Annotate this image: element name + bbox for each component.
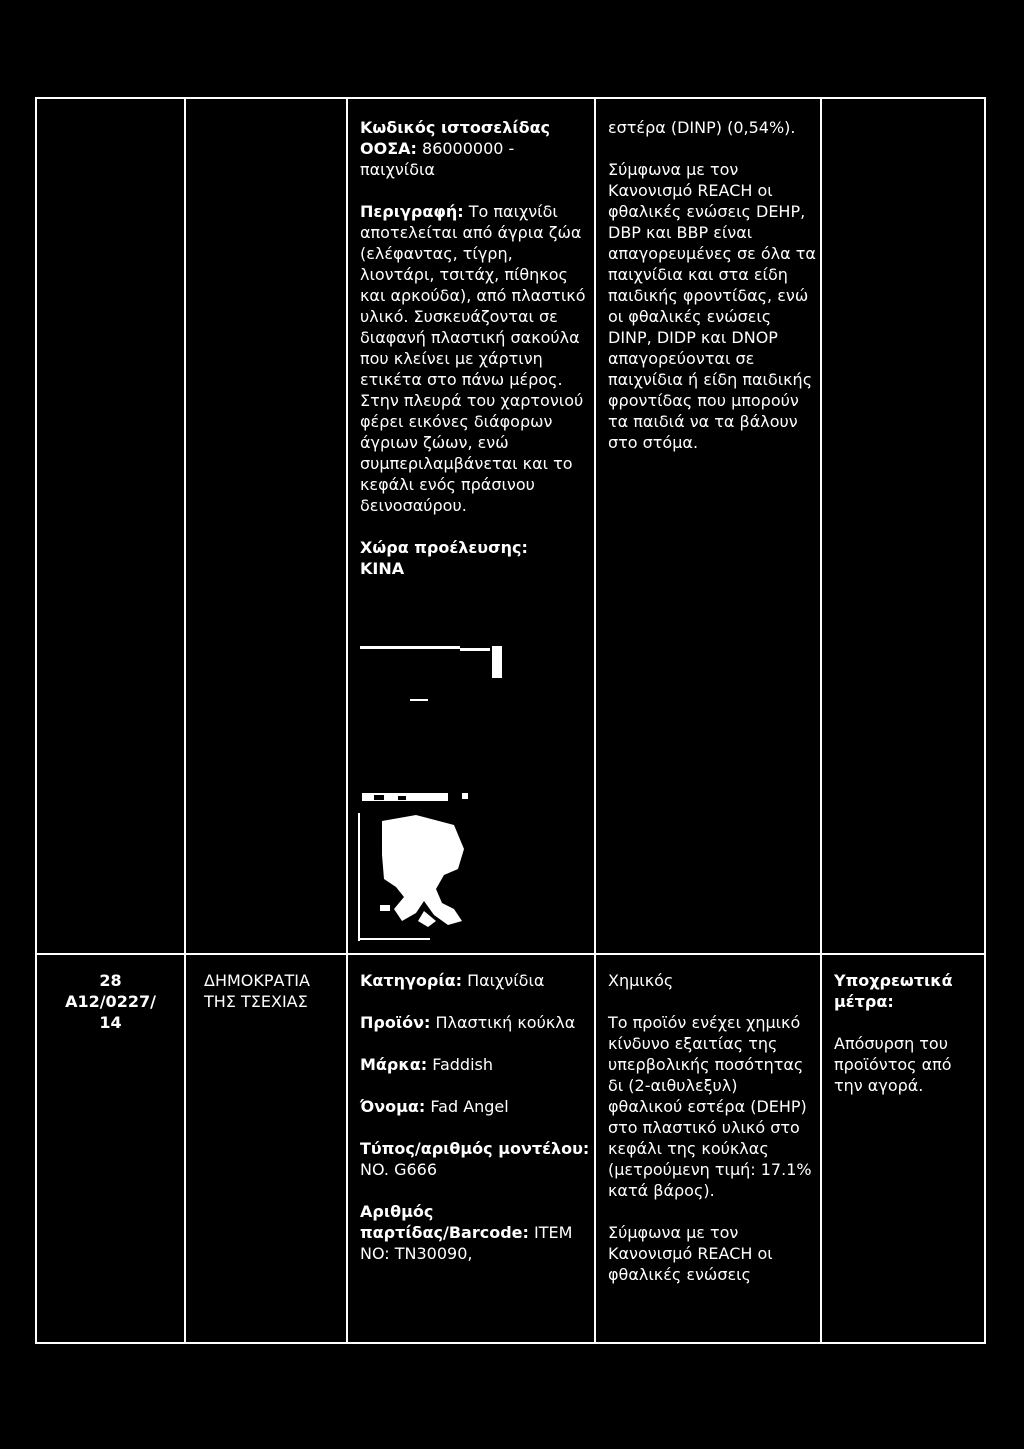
table-border-left — [35, 97, 37, 1344]
photo-frame-left — [358, 813, 360, 941]
risk-type: Χημικός — [608, 971, 674, 990]
row1-risk-cell — [608, 117, 816, 453]
row2-country-cell — [200, 970, 344, 1012]
category-value: Παιχνίδια — [467, 971, 545, 990]
origin-block — [360, 537, 590, 579]
product-photo-doll — [358, 785, 488, 943]
description-label: Περιγραφή: — [360, 202, 464, 221]
column-divider-1 — [184, 97, 186, 1344]
category-block — [360, 970, 590, 991]
product-code-label: Κωδικός ιστοσελίδας ΟΟΣΑ: — [360, 118, 551, 158]
doll-foot — [380, 905, 390, 911]
photo-top-edge — [492, 646, 502, 678]
photo-label-speck — [462, 793, 468, 799]
row1-product-cell — [360, 117, 590, 579]
batch-label: Αριθμός παρτίδας/Barcode: — [360, 1202, 529, 1242]
product-value: Πλαστική κούκλα — [435, 1013, 576, 1032]
row2-measures-cell — [834, 970, 979, 1096]
notification-number: 28 — [99, 971, 122, 990]
product-label: Προϊόν: — [360, 1013, 431, 1032]
product-code-block — [360, 117, 590, 180]
brand-value: Faddish — [432, 1055, 493, 1074]
name-label: Όνομα: — [360, 1097, 426, 1116]
photo-top-band — [360, 646, 460, 649]
product-photo-top — [360, 640, 510, 710]
table-border-bottom — [35, 1342, 986, 1344]
notifying-country: ΔΗΜΟΚΡΑΤΙΑ ΤΗΣ ΤΣΕΧΙΑΣ — [204, 971, 310, 1011]
notification-reference: A12/0227/ 14 — [65, 992, 156, 1032]
product-code-value: 86000000 - παιχνίδια — [360, 139, 515, 179]
row2-number-cell — [37, 970, 184, 1033]
column-divider-4 — [820, 97, 822, 1344]
table-row-divider — [35, 953, 986, 955]
product-block — [360, 1012, 590, 1033]
risk-para-1: εστέρα (DINP) (0,54%). — [608, 118, 796, 137]
row2-product-cell — [360, 970, 590, 1264]
photo-frame-bottom — [358, 938, 430, 940]
name-block — [360, 1096, 590, 1117]
measures-text: Απόσυρση του προϊόντος από την αγορά. — [834, 1034, 952, 1095]
column-divider-3 — [594, 97, 596, 1344]
column-divider-2 — [346, 97, 348, 1344]
photo-top-band-2 — [460, 648, 490, 651]
table-border-right — [984, 97, 986, 1344]
table-border-top — [35, 97, 986, 99]
measures-label — [834, 970, 979, 1012]
photo-label-gap — [374, 795, 384, 800]
origin-value: ΚΙΝΑ — [360, 559, 405, 578]
doll-figure — [382, 815, 464, 925]
batch-block — [360, 1201, 590, 1264]
description-text: Το παιχνίδι αποτελείται από άγρια ζώα (ελέφαντας, τίγρη, λιοντάρι, τσιτάχ, πίθηκος και αρκούδα), από πλαστικό υλικό. Συσκευάζονται σε διαφανή πλαστική σακούλα που κλείνει με χάρτινη ετικέτα στο πάνω μέρος. Στην πλευρά του χαρτονιού φέρει εικόνες διάφορων άγριων ζώων, ενώ συμπεριλαμβάνεται και το κεφάλι ενός πράσινου δεινοσαύρου. — [360, 202, 586, 515]
risk-para-2: Σύμφωνα με τον Κανονισμό REACH οι φθαλικές ενώσεις DEHP, DBP και BBP είναι απαγορευμένες σε όλα τα παιχνίδια και στα είδη παιδικής φροντίδας, ενώ οι φθαλικές ενώσεις DINP, DIDP και DNOP απαγορεύονται σε παιχνίδια ή είδη παιδικής φροντίδας που μπορούν τα παιδιά να τα βάλουν στο στόμα. — [608, 160, 816, 452]
row2-risk-cell — [608, 970, 816, 1285]
name-value: Fad Angel — [430, 1097, 509, 1116]
origin-label: Χώρα προέλευσης: — [360, 538, 528, 557]
description-block — [360, 201, 590, 516]
model-block — [360, 1138, 590, 1180]
batch-value: ITEM NO: TN30090, — [360, 1223, 573, 1263]
brand-block — [360, 1054, 590, 1075]
brand-label: Μάρκα: — [360, 1055, 428, 1074]
model-value: NO. G666 — [360, 1160, 438, 1179]
category-label: Κατηγορία: — [360, 971, 462, 990]
risk-regulation: Σύμφωνα με τον Κανονισμό REACH οι φθαλικές ενώσεις — [608, 1223, 773, 1284]
risk-description: Το προϊόν ενέχει χημικό κίνδυνο εξαιτίας της υπερβολικής ποσότητας δι (2-αιθυλεξυλ) φθαλικού εστέρα (DEHP) στο πλαστικό υλικό στο κεφάλι της κούκλας (μετρούμενη τιμή: 17.1% κατά βάρος). — [608, 1013, 812, 1200]
photo-label-gap-2 — [398, 796, 406, 800]
model-label: Τύπος/αριθμός μοντέλου: — [360, 1139, 590, 1158]
measures-label-text: Υποχρεωτικά μέτρα: — [834, 971, 953, 1011]
photo-top-speck — [410, 699, 428, 701]
